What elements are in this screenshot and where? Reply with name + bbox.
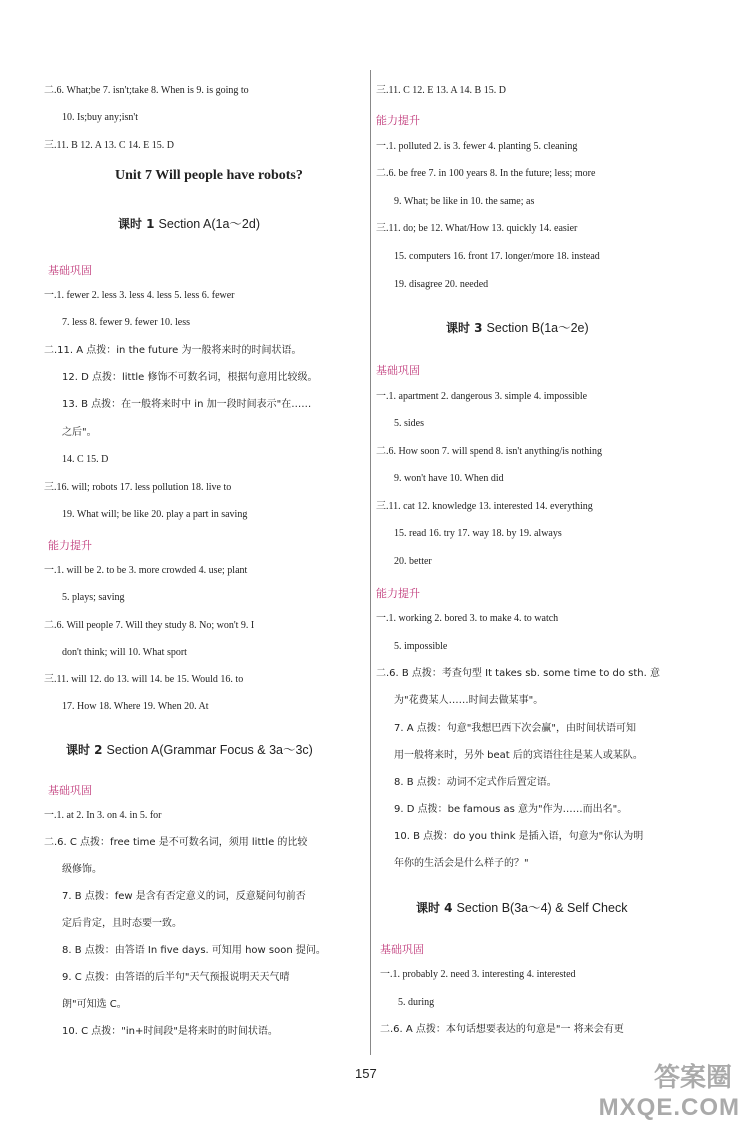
section-basic: 基础巩固	[376, 364, 420, 377]
answer-line: 20. better	[394, 556, 432, 567]
watermark-url: MXQE.COM	[598, 1094, 740, 1121]
answer-line: 10. C 点拨："in+时间段"是将来时的时间状语。	[62, 1026, 278, 1037]
answer-line: 之后"。	[62, 427, 97, 438]
answer-line: 15. read 16. try 17. way 18. by 19. always	[394, 528, 562, 539]
answer-line: 10. Is;buy any;isn't	[62, 112, 138, 123]
answer-line: 一.1. fewer 2. less 3. less 4. less 5. less 6. fewer	[44, 290, 235, 301]
answer-line: 7. B 点拨：few 是含有否定意义的词，反意疑问句前否	[62, 891, 306, 902]
answer-line: 19. What will; be like 20. play a part in saving	[62, 509, 248, 520]
section-basic: 基础巩固	[380, 943, 424, 956]
lesson-heading: 课时 1 Section A(1a～2d)	[118, 217, 260, 231]
answer-line: 二.6. Will people 7. Will they study 8. No; won't 9. I	[44, 620, 255, 631]
unit-title: Unit 7 Will people have robots?	[115, 168, 303, 183]
answer-line: 8. B 点拨：由答语 In five days. 可知用 how soon 提问。	[62, 945, 326, 956]
answer-line: 一.1. will be 2. to be 3. more crowded 4. use; plant	[44, 565, 248, 576]
lesson-heading: 课时 4 Section B(3a～4) & Self Check	[416, 901, 628, 915]
section-ability: 能力提升	[376, 587, 420, 600]
answer-line: 9. What; be like in 10. the same; as	[394, 196, 535, 207]
section-basic: 基础巩固	[48, 784, 92, 797]
answer-line: 9. won't have 10. When did	[394, 473, 504, 484]
answer-line: 朗"可知选 C。	[62, 999, 127, 1010]
answer-line: 二.6. be free 7. in 100 years 8. In the future; less; more	[376, 168, 596, 179]
answer-line: 三.11. B 12. A 13. C 14. E 15. D	[44, 140, 174, 151]
answer-line: 5. plays; saving	[62, 592, 125, 603]
answer-line: 三.16. will; robots 17. less pollution 18. live to	[44, 482, 232, 493]
answer-line: 定后肯定，且时态要一致。	[62, 918, 182, 929]
answer-line: 为"花费某人……时间去做某事"。	[394, 695, 544, 706]
answer-line: 用一般将来时，另外 beat 后的宾语往往是某人或某队。	[394, 750, 643, 761]
answer-line: 级修饰。	[62, 864, 102, 875]
answer-line: 二.6. A 点拨：本句话想要表达的句意是"一 将来会有更	[380, 1024, 624, 1035]
answer-line: 19. disagree 20. needed	[394, 279, 489, 290]
answer-line: 二.6. B 点拨：考查句型 It takes sb. some time to do sth. 意	[376, 668, 660, 679]
answer-line: 17. How 18. Where 19. When 20. At	[62, 701, 209, 712]
section-ability: 能力提升	[48, 539, 92, 552]
answer-line: 三.11. cat 12. knowledge 13. interested 14. everything	[376, 501, 593, 512]
page-number: 157	[355, 1066, 377, 1081]
answer-line: 9. D 点拨：be famous as 意为"作为……而出名"。	[394, 804, 628, 815]
answer-line: 7. less 8. fewer 9. fewer 10. less	[62, 317, 191, 328]
answer-line: 二.11. A 点拨：in the future 为一般将来时的时间状语。	[44, 345, 302, 356]
answer-line: 12. D 点拨：little 修饰不可数名词，根据句意用比较级。	[62, 372, 318, 383]
answer-line: 二.6. What;be 7. isn't;take 8. When is 9. is going to	[44, 85, 249, 96]
answer-line: 5. sides	[394, 418, 424, 429]
answer-line: 年你的生活会是什么样子的？"	[394, 858, 529, 869]
answer-line: 二.6. How soon 7. will spend 8. isn't anything/is nothing	[376, 446, 602, 457]
answer-line: 9. C 点拨：由答语的后半句"天气预报说明天天气晴	[62, 972, 290, 983]
answer-line: 二.6. C 点拨：free time 是不可数名词，须用 little 的比较	[44, 837, 308, 848]
answer-line: 10. B 点拨：do you think 是插入语，句意为"你认为明	[394, 831, 644, 842]
answer-line: 一.1. working 2. bored 3. to make 4. to watch	[376, 613, 559, 624]
lesson-heading: 课时 2 Section A(Grammar Focus & 3a～3c)	[66, 743, 313, 757]
section-ability: 能力提升	[376, 114, 420, 127]
answer-line: 13. B 点拨：在一般将来时中 in 加一段时间表示"在……	[62, 399, 312, 410]
answer-line: 三.11. will 12. do 13. will 14. be 15. Would 16. to	[44, 674, 244, 685]
watermark-logo: 答案圈	[653, 1063, 732, 1093]
answer-line: 7. A 点拨：句意"我想巴西下次会赢"，由时间状语可知	[394, 723, 636, 734]
answer-line: 5. during	[398, 997, 435, 1008]
answer-line: 一.1. apartment 2. dangerous 3. simple 4. impossible	[376, 391, 588, 402]
answer-line: 5. impossible	[394, 641, 448, 652]
lesson-heading: 课时 3 Section B(1a～2e)	[446, 321, 589, 335]
answer-line: 三.11. C 12. E 13. A 14. B 15. D	[376, 85, 506, 96]
answer-line: 一.1. polluted 2. is 3. fewer 4. planting 5. cleaning	[376, 141, 578, 152]
answer-line: don't think; will 10. What sport	[62, 647, 187, 658]
answer-line: 一.1. at 2. In 3. on 4. in 5. for	[44, 810, 162, 821]
answer-line: 8. B 点拨：动词不定式作后置定语。	[394, 777, 557, 788]
answer-line: 14. C 15. D	[62, 454, 109, 465]
answer-line: 一.1. probably 2. need 3. interesting 4. interested	[380, 969, 576, 980]
column-divider	[370, 70, 371, 1055]
answer-line: 三.11. do; be 12. What/How 13. quickly 14. easier	[376, 223, 578, 234]
section-basic: 基础巩固	[48, 264, 92, 277]
answer-line: 15. computers 16. front 17. longer/more 18. instead	[394, 251, 600, 262]
